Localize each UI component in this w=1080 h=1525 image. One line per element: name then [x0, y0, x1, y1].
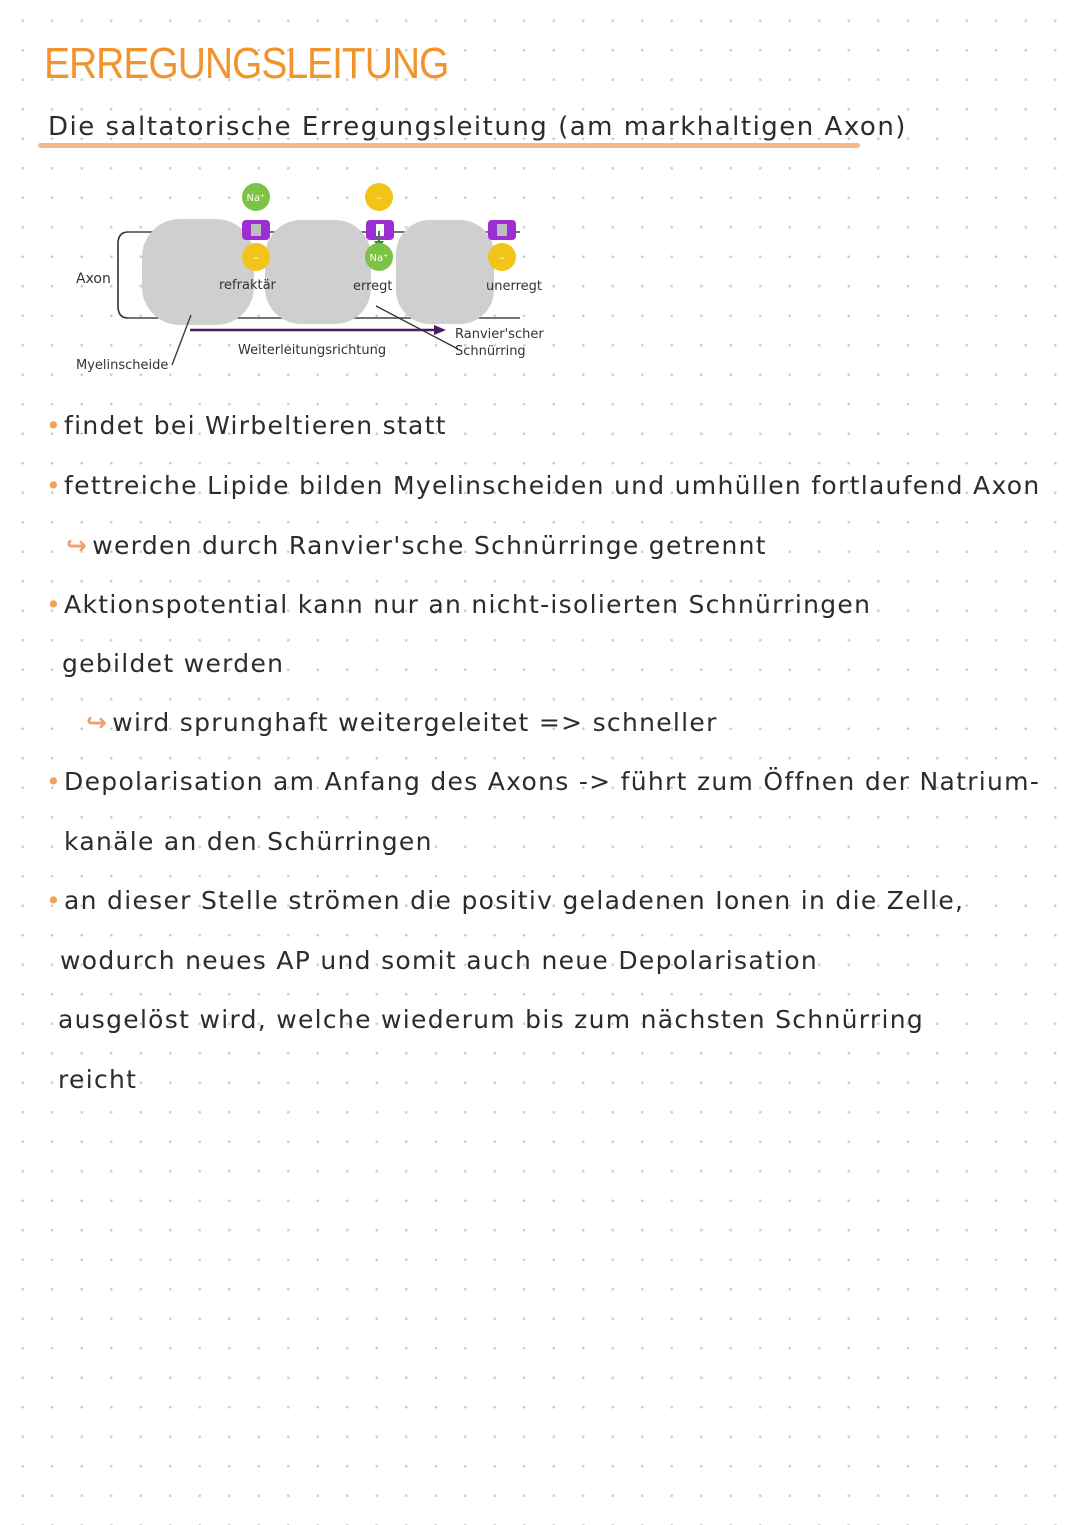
sodium-ion-label-1: Na⁺ — [246, 193, 266, 204]
state-excited-label: erregt — [353, 279, 393, 294]
note-text: wird sprunghaft weitergeleitet => schneller — [112, 708, 718, 737]
note-line-2 — [46, 468, 1041, 504]
note-text: Depolarisation am Anfang des Axons -> führt zum Öffnen der Natrium- — [64, 767, 1041, 796]
node-label-line-1: Ranvier'scher — [455, 327, 544, 342]
note-line-5 — [62, 646, 284, 682]
negative-charge-label-1: – — [253, 251, 259, 264]
note-text: kanäle an den Schürringen — [64, 827, 433, 856]
state-unexcited-label: unerregt — [486, 279, 542, 294]
bullet-marker: • — [46, 411, 63, 440]
note-line-6 — [86, 705, 718, 741]
state-refractory-label: refraktär — [219, 278, 276, 293]
bullet-marker: • — [46, 590, 63, 619]
note-text: findet bei Wirbeltieren statt — [64, 411, 447, 440]
bullet-marker: • — [46, 886, 63, 915]
axon-label: Axon — [76, 271, 111, 287]
note-text: fettreiche Lipide bilden Myelinscheiden und umhüllen fortlaufend Axon — [64, 471, 1041, 500]
note-line-7 — [46, 764, 1040, 800]
arrow-hook-icon: ↪ — [86, 708, 109, 737]
negative-charge-label-3: – — [499, 251, 505, 264]
note-line-3 — [66, 528, 767, 564]
note-text: werden durch Ranvier'sche Schnürringe getrennt — [92, 531, 767, 560]
note-line-1 — [46, 408, 447, 444]
note-text: reicht — [58, 1065, 138, 1094]
note-line-9 — [46, 883, 964, 919]
note-line-8 — [64, 824, 433, 860]
direction-label: Weiterleitungsrichtung — [238, 343, 387, 358]
negative-charge-label-2: – — [376, 191, 382, 204]
note-line-11 — [58, 1002, 924, 1038]
bullet-marker: • — [46, 767, 63, 796]
page-title: ERREGUNGSLEITUNG — [44, 40, 449, 89]
page-subtitle: Die saltatorische Erregungsleitung (am markhaltigen Axon) — [48, 112, 907, 142]
note-text: ausgelöst wird, welche wiederum bis zum nächsten Schnürring — [58, 1005, 925, 1034]
arrow-hook-icon: ↪ — [66, 531, 89, 560]
node-label-line-2: Schnürring — [455, 344, 526, 359]
bullet-marker: • — [46, 471, 63, 500]
note-text: an dieser Stelle strömen die positiv geladenen Ionen in die Zelle, — [64, 886, 965, 915]
myelin-label: Myelinscheide — [76, 358, 169, 373]
note-line-4 — [46, 587, 871, 623]
note-text: wodurch neues AP und somit auch neue Depolarisation — [60, 946, 819, 975]
note-line-12 — [58, 1062, 137, 1098]
sodium-ion-label-2: Na⁺ — [369, 253, 389, 264]
note-text: gebildet werden — [62, 649, 285, 678]
note-text: Aktionspotential kann nur an nicht-isolierten Schnürringen — [64, 590, 872, 619]
note-line-10 — [60, 943, 818, 979]
